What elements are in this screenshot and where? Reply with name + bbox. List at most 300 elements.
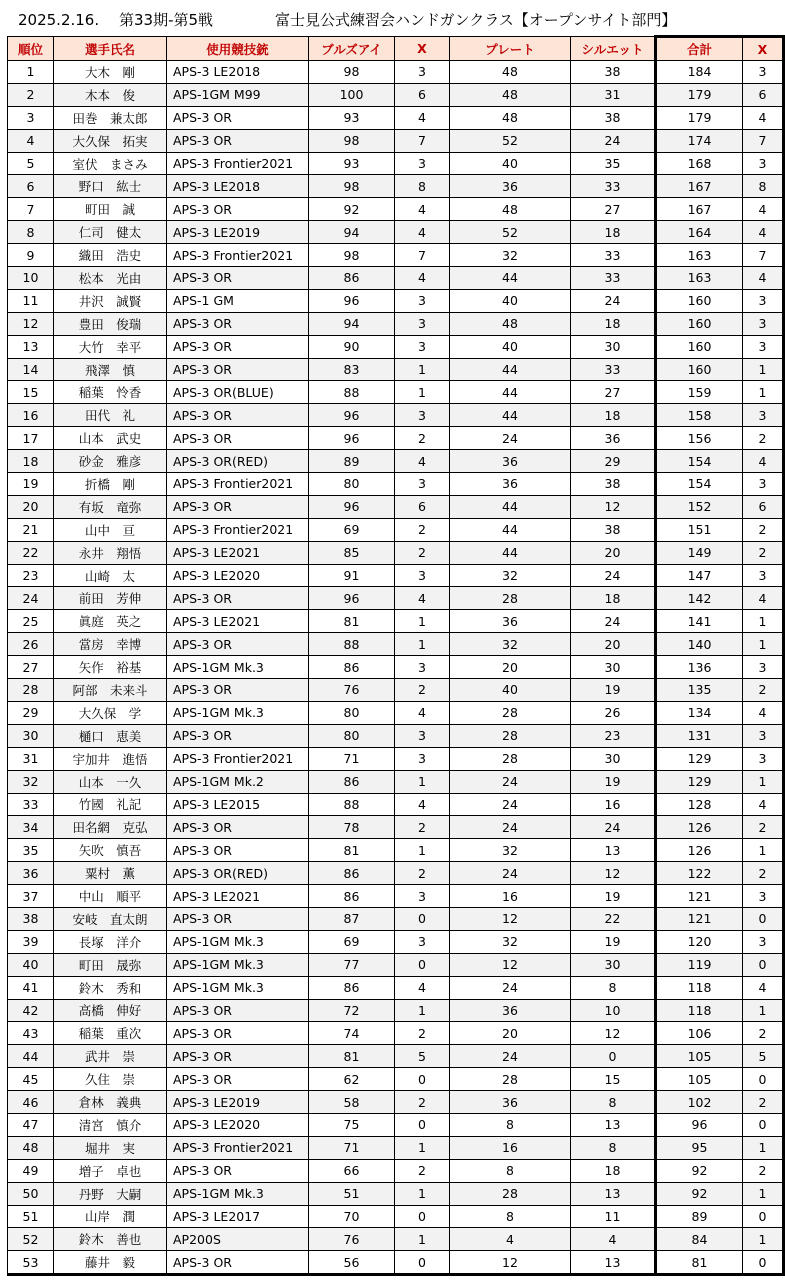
bullseye-cell: 98 bbox=[309, 244, 395, 267]
table-row bbox=[8, 839, 784, 862]
silhouette-cell: 30 bbox=[571, 656, 656, 679]
silhouette-cell: 8 bbox=[571, 976, 656, 999]
silhouette-cell: 24 bbox=[571, 610, 656, 633]
bullseye-cell: 81 bbox=[309, 610, 395, 633]
table-row bbox=[8, 656, 784, 679]
gun-cell: APS-1GM Mk.3 bbox=[167, 930, 309, 953]
rank-cell: 50 bbox=[8, 1182, 54, 1205]
total-x-cell: 3 bbox=[743, 724, 784, 747]
bullseye-cell: 96 bbox=[309, 289, 395, 312]
total-x-cell: 1 bbox=[743, 358, 784, 381]
table-row bbox=[8, 793, 784, 816]
name-cell: 武井 崇 bbox=[54, 1045, 167, 1068]
total-cell: 160 bbox=[656, 289, 743, 312]
total-cell: 140 bbox=[656, 633, 743, 656]
rank-cell: 41 bbox=[8, 976, 54, 999]
name-cell: 山本 一久 bbox=[54, 770, 167, 793]
total-x-cell: 6 bbox=[743, 83, 784, 106]
plate-cell: 20 bbox=[450, 656, 571, 679]
silhouette-cell: 18 bbox=[571, 587, 656, 610]
name-cell: 大久保 学 bbox=[54, 701, 167, 724]
plate-cell: 32 bbox=[450, 839, 571, 862]
plate-cell: 28 bbox=[450, 587, 571, 610]
name-cell: 仁司 健太 bbox=[54, 221, 167, 244]
table-row bbox=[8, 381, 784, 404]
table-row bbox=[8, 427, 784, 450]
plate-cell: 24 bbox=[450, 976, 571, 999]
plate-cell: 24 bbox=[450, 793, 571, 816]
name-cell: 眞庭 英之 bbox=[54, 610, 167, 633]
rank-cell: 37 bbox=[8, 885, 54, 908]
rank-cell: 11 bbox=[8, 289, 54, 312]
name-cell: 前田 芳伸 bbox=[54, 587, 167, 610]
plate-cell: 48 bbox=[450, 61, 571, 84]
header-total: 合計 bbox=[656, 37, 743, 61]
name-cell: 田巻 兼太郎 bbox=[54, 106, 167, 129]
plate-cell: 12 bbox=[450, 907, 571, 930]
gun-cell: APS-3 OR bbox=[167, 312, 309, 335]
x-cell: 3 bbox=[395, 312, 450, 335]
name-cell: 宇加井 進悟 bbox=[54, 747, 167, 770]
plate-cell: 12 bbox=[450, 1251, 571, 1275]
silhouette-cell: 12 bbox=[571, 1022, 656, 1045]
gun-cell: APS-3 LE2020 bbox=[167, 564, 309, 587]
table-row bbox=[8, 1159, 784, 1182]
header-plate: プレート bbox=[450, 37, 571, 61]
x-cell: 3 bbox=[395, 930, 450, 953]
bullseye-cell: 72 bbox=[309, 999, 395, 1022]
gun-cell: APS-3 Frontier2021 bbox=[167, 244, 309, 267]
total-x-cell: 3 bbox=[743, 335, 784, 358]
total-x-cell: 1 bbox=[743, 999, 784, 1022]
name-cell: 飛澤 慎 bbox=[54, 358, 167, 381]
plate-cell: 28 bbox=[450, 1068, 571, 1091]
gun-cell: APS-1GM Mk.3 bbox=[167, 701, 309, 724]
bullseye-cell: 93 bbox=[309, 106, 395, 129]
silhouette-cell: 8 bbox=[571, 1136, 656, 1159]
total-x-cell: 2 bbox=[743, 1091, 784, 1114]
table-row bbox=[8, 747, 784, 770]
rank-cell: 47 bbox=[8, 1113, 54, 1136]
bullseye-cell: 86 bbox=[309, 770, 395, 793]
table-row bbox=[8, 335, 784, 358]
bullseye-cell: 86 bbox=[309, 885, 395, 908]
rank-cell: 1 bbox=[8, 61, 54, 84]
table-row bbox=[8, 1091, 784, 1114]
rank-cell: 44 bbox=[8, 1045, 54, 1068]
name-cell: 増子 卓也 bbox=[54, 1159, 167, 1182]
gun-cell: APS-3 LE2021 bbox=[167, 885, 309, 908]
total-x-cell: 1 bbox=[743, 1136, 784, 1159]
silhouette-cell: 19 bbox=[571, 930, 656, 953]
total-x-cell: 4 bbox=[743, 267, 784, 290]
silhouette-cell: 16 bbox=[571, 793, 656, 816]
plate-cell: 52 bbox=[450, 221, 571, 244]
plate-cell: 32 bbox=[450, 244, 571, 267]
bullseye-cell: 88 bbox=[309, 793, 395, 816]
gun-cell: APS-3 OR bbox=[167, 724, 309, 747]
gun-cell: APS-1GM Mk.3 bbox=[167, 953, 309, 976]
total-x-cell: 0 bbox=[743, 953, 784, 976]
table-row bbox=[8, 1251, 784, 1275]
table-row bbox=[8, 1022, 784, 1045]
silhouette-cell: 20 bbox=[571, 541, 656, 564]
x-cell: 0 bbox=[395, 907, 450, 930]
total-cell: 96 bbox=[656, 1113, 743, 1136]
gun-cell: APS-3 OR bbox=[167, 1251, 309, 1275]
table-row bbox=[8, 976, 784, 999]
bullseye-cell: 76 bbox=[309, 1228, 395, 1251]
gun-cell: APS-3 LE2018 bbox=[167, 61, 309, 84]
bullseye-cell: 86 bbox=[309, 862, 395, 885]
total-cell: 89 bbox=[656, 1205, 743, 1228]
name-cell: 稲葉 重次 bbox=[54, 1022, 167, 1045]
silhouette-cell: 30 bbox=[571, 953, 656, 976]
table-row bbox=[8, 816, 784, 839]
rank-cell: 16 bbox=[8, 404, 54, 427]
total-cell: 119 bbox=[656, 953, 743, 976]
table-row bbox=[8, 907, 784, 930]
header-name: 選手氏名 bbox=[54, 37, 167, 61]
plate-cell: 40 bbox=[450, 152, 571, 175]
rank-cell: 6 bbox=[8, 175, 54, 198]
x-cell: 4 bbox=[395, 450, 450, 473]
table-row bbox=[8, 289, 784, 312]
silhouette-cell: 23 bbox=[571, 724, 656, 747]
total-cell: 81 bbox=[656, 1251, 743, 1275]
x-cell: 0 bbox=[395, 1113, 450, 1136]
table-row bbox=[8, 610, 784, 633]
table-row bbox=[8, 106, 784, 129]
total-x-cell: 0 bbox=[743, 1205, 784, 1228]
bullseye-cell: 66 bbox=[309, 1159, 395, 1182]
table-row bbox=[8, 724, 784, 747]
table-row bbox=[8, 885, 784, 908]
page-title bbox=[18, 8, 676, 32]
x-cell: 2 bbox=[395, 518, 450, 541]
bullseye-cell: 62 bbox=[309, 1068, 395, 1091]
x-cell: 4 bbox=[395, 106, 450, 129]
total-x-cell: 4 bbox=[743, 701, 784, 724]
table-row bbox=[8, 1205, 784, 1228]
bullseye-cell: 88 bbox=[309, 633, 395, 656]
bullseye-cell: 92 bbox=[309, 198, 395, 221]
total-x-cell: 4 bbox=[743, 221, 784, 244]
silhouette-cell: 33 bbox=[571, 244, 656, 267]
plate-cell: 16 bbox=[450, 1136, 571, 1159]
total-x-cell: 2 bbox=[743, 816, 784, 839]
total-cell: 118 bbox=[656, 976, 743, 999]
rank-cell: 2 bbox=[8, 83, 54, 106]
header-silhouette: シルエット bbox=[571, 37, 656, 61]
total-cell: 149 bbox=[656, 541, 743, 564]
total-x-cell: 3 bbox=[743, 152, 784, 175]
gun-cell: APS-3 LE2015 bbox=[167, 793, 309, 816]
name-cell: 稲葉 怜香 bbox=[54, 381, 167, 404]
name-cell: 久住 崇 bbox=[54, 1068, 167, 1091]
silhouette-cell: 19 bbox=[571, 770, 656, 793]
table-row bbox=[8, 495, 784, 518]
name-cell: 樋口 恵美 bbox=[54, 724, 167, 747]
name-cell: 安岐 直太朗 bbox=[54, 907, 167, 930]
x-cell: 4 bbox=[395, 587, 450, 610]
rank-cell: 30 bbox=[8, 724, 54, 747]
table-row bbox=[8, 862, 784, 885]
x-cell: 1 bbox=[395, 1136, 450, 1159]
silhouette-cell: 24 bbox=[571, 289, 656, 312]
x-cell: 1 bbox=[395, 1182, 450, 1205]
silhouette-cell: 10 bbox=[571, 999, 656, 1022]
silhouette-cell: 36 bbox=[571, 427, 656, 450]
x-cell: 6 bbox=[395, 83, 450, 106]
x-cell: 3 bbox=[395, 885, 450, 908]
x-cell: 3 bbox=[395, 152, 450, 175]
silhouette-cell: 38 bbox=[571, 518, 656, 541]
table-row bbox=[8, 679, 784, 702]
total-x-cell: 3 bbox=[743, 747, 784, 770]
rank-cell: 29 bbox=[8, 701, 54, 724]
plate-cell: 8 bbox=[450, 1159, 571, 1182]
name-cell: 木本 俊 bbox=[54, 83, 167, 106]
name-cell: 大木 剛 bbox=[54, 61, 167, 84]
silhouette-cell: 27 bbox=[571, 198, 656, 221]
plate-cell: 44 bbox=[450, 518, 571, 541]
name-cell: 室伏 まさみ bbox=[54, 152, 167, 175]
table-row bbox=[8, 175, 784, 198]
gun-cell: APS-3 Frontier2021 bbox=[167, 473, 309, 496]
plate-cell: 36 bbox=[450, 610, 571, 633]
silhouette-cell: 19 bbox=[571, 885, 656, 908]
name-cell: 阿部 未来斗 bbox=[54, 679, 167, 702]
plate-cell: 44 bbox=[450, 495, 571, 518]
gun-cell: APS-3 OR bbox=[167, 633, 309, 656]
table-row bbox=[8, 541, 784, 564]
name-cell: 矢吹 慎吾 bbox=[54, 839, 167, 862]
total-x-cell: 3 bbox=[743, 404, 784, 427]
name-cell: 町田 誠 bbox=[54, 198, 167, 221]
rank-cell: 36 bbox=[8, 862, 54, 885]
gun-cell: APS-3 LE2019 bbox=[167, 1091, 309, 1114]
table-row bbox=[8, 1228, 784, 1251]
total-x-cell: 4 bbox=[743, 106, 784, 129]
silhouette-cell: 22 bbox=[571, 907, 656, 930]
plate-cell: 48 bbox=[450, 198, 571, 221]
gun-cell: APS-1GM M99 bbox=[167, 83, 309, 106]
gun-cell: APS-3 OR(RED) bbox=[167, 862, 309, 885]
silhouette-cell: 18 bbox=[571, 1159, 656, 1182]
name-cell: 田名網 克弘 bbox=[54, 816, 167, 839]
total-x-cell: 4 bbox=[743, 976, 784, 999]
bullseye-cell: 96 bbox=[309, 495, 395, 518]
silhouette-cell: 35 bbox=[571, 152, 656, 175]
bullseye-cell: 87 bbox=[309, 907, 395, 930]
plate-cell: 24 bbox=[450, 770, 571, 793]
x-cell: 4 bbox=[395, 976, 450, 999]
name-cell: 高橋 伸好 bbox=[54, 999, 167, 1022]
bullseye-cell: 91 bbox=[309, 564, 395, 587]
rank-cell: 8 bbox=[8, 221, 54, 244]
gun-cell: APS-3 OR bbox=[167, 1045, 309, 1068]
rank-cell: 49 bbox=[8, 1159, 54, 1182]
bullseye-cell: 69 bbox=[309, 930, 395, 953]
gun-cell: APS-3 OR bbox=[167, 839, 309, 862]
total-cell: 174 bbox=[656, 129, 743, 152]
x-cell: 0 bbox=[395, 1251, 450, 1275]
gun-cell: APS-1GM Mk.3 bbox=[167, 1182, 309, 1205]
x-cell: 3 bbox=[395, 656, 450, 679]
plate-cell: 44 bbox=[450, 381, 571, 404]
total-x-cell: 2 bbox=[743, 427, 784, 450]
gun-cell: APS-3 OR bbox=[167, 198, 309, 221]
silhouette-cell: 30 bbox=[571, 335, 656, 358]
total-cell: 129 bbox=[656, 770, 743, 793]
rank-cell: 24 bbox=[8, 587, 54, 610]
bullseye-cell: 76 bbox=[309, 679, 395, 702]
name-cell: 粟村 薫 bbox=[54, 862, 167, 885]
rank-cell: 20 bbox=[8, 495, 54, 518]
total-x-cell: 2 bbox=[743, 541, 784, 564]
plate-cell: 8 bbox=[450, 1205, 571, 1228]
gun-cell: APS-1 GM bbox=[167, 289, 309, 312]
rank-cell: 40 bbox=[8, 953, 54, 976]
plate-cell: 40 bbox=[450, 335, 571, 358]
rank-cell: 13 bbox=[8, 335, 54, 358]
name-cell: 清宮 慎介 bbox=[54, 1113, 167, 1136]
rank-cell: 43 bbox=[8, 1022, 54, 1045]
x-cell: 1 bbox=[395, 633, 450, 656]
name-cell: 豊田 俊瑞 bbox=[54, 312, 167, 335]
table-row bbox=[8, 701, 784, 724]
x-cell: 2 bbox=[395, 816, 450, 839]
rank-cell: 32 bbox=[8, 770, 54, 793]
name-cell: 大久保 拓実 bbox=[54, 129, 167, 152]
x-cell: 3 bbox=[395, 473, 450, 496]
total-x-cell: 6 bbox=[743, 495, 784, 518]
name-cell: 倉林 義典 bbox=[54, 1091, 167, 1114]
table-row bbox=[8, 1136, 784, 1159]
plate-cell: 28 bbox=[450, 701, 571, 724]
rank-cell: 7 bbox=[8, 198, 54, 221]
rank-cell: 3 bbox=[8, 106, 54, 129]
total-cell: 131 bbox=[656, 724, 743, 747]
plate-cell: 36 bbox=[450, 1091, 571, 1114]
name-cell: 田代 礼 bbox=[54, 404, 167, 427]
gun-cell: APS-3 LE2020 bbox=[167, 1113, 309, 1136]
name-cell: 山崎 太 bbox=[54, 564, 167, 587]
table-row bbox=[8, 930, 784, 953]
bullseye-cell: 98 bbox=[309, 175, 395, 198]
total-x-cell: 4 bbox=[743, 198, 784, 221]
total-cell: 128 bbox=[656, 793, 743, 816]
rank-cell: 22 bbox=[8, 541, 54, 564]
header-total-x: X bbox=[743, 37, 784, 61]
name-cell: 松本 光由 bbox=[54, 267, 167, 290]
gun-cell: APS-1GM Mk.3 bbox=[167, 656, 309, 679]
total-cell: 154 bbox=[656, 450, 743, 473]
plate-cell: 36 bbox=[450, 473, 571, 496]
x-cell: 2 bbox=[395, 1022, 450, 1045]
bullseye-cell: 86 bbox=[309, 976, 395, 999]
total-x-cell: 1 bbox=[743, 1228, 784, 1251]
rank-cell: 9 bbox=[8, 244, 54, 267]
x-cell: 2 bbox=[395, 862, 450, 885]
total-x-cell: 3 bbox=[743, 312, 784, 335]
plate-cell: 48 bbox=[450, 83, 571, 106]
total-x-cell: 0 bbox=[743, 907, 784, 930]
bullseye-cell: 89 bbox=[309, 450, 395, 473]
total-cell: 136 bbox=[656, 656, 743, 679]
total-x-cell: 4 bbox=[743, 450, 784, 473]
name-cell: 町田 晟弥 bbox=[54, 953, 167, 976]
total-x-cell: 3 bbox=[743, 564, 784, 587]
plate-cell: 4 bbox=[450, 1228, 571, 1251]
name-cell: 野口 紘士 bbox=[54, 175, 167, 198]
gun-cell: APS-3 Frontier2021 bbox=[167, 747, 309, 770]
rank-cell: 27 bbox=[8, 656, 54, 679]
name-cell: 山中 亘 bbox=[54, 518, 167, 541]
total-cell: 105 bbox=[656, 1068, 743, 1091]
total-x-cell: 3 bbox=[743, 930, 784, 953]
silhouette-cell: 13 bbox=[571, 1113, 656, 1136]
name-cell: 山岸 潤 bbox=[54, 1205, 167, 1228]
bullseye-cell: 86 bbox=[309, 267, 395, 290]
header-bullseye: ブルズアイ bbox=[309, 37, 395, 61]
total-x-cell: 3 bbox=[743, 289, 784, 312]
table-row bbox=[8, 450, 784, 473]
table-row bbox=[8, 267, 784, 290]
name-cell: 鈴木 善也 bbox=[54, 1228, 167, 1251]
rank-cell: 39 bbox=[8, 930, 54, 953]
silhouette-cell: 31 bbox=[571, 83, 656, 106]
bullseye-cell: 81 bbox=[309, 839, 395, 862]
total-x-cell: 2 bbox=[743, 518, 784, 541]
table-row bbox=[8, 633, 784, 656]
silhouette-cell: 8 bbox=[571, 1091, 656, 1114]
bullseye-cell: 98 bbox=[309, 61, 395, 84]
silhouette-cell: 18 bbox=[571, 312, 656, 335]
total-cell: 126 bbox=[656, 816, 743, 839]
bullseye-cell: 90 bbox=[309, 335, 395, 358]
gun-cell: APS-3 OR bbox=[167, 1068, 309, 1091]
total-cell: 118 bbox=[656, 999, 743, 1022]
total-cell: 160 bbox=[656, 358, 743, 381]
gun-cell: APS-3 OR(BLUE) bbox=[167, 381, 309, 404]
bullseye-cell: 74 bbox=[309, 1022, 395, 1045]
plate-cell: 32 bbox=[450, 564, 571, 587]
total-cell: 142 bbox=[656, 587, 743, 610]
bullseye-cell: 85 bbox=[309, 541, 395, 564]
gun-cell: APS-3 LE2019 bbox=[167, 221, 309, 244]
bullseye-cell: 88 bbox=[309, 381, 395, 404]
plate-cell: 24 bbox=[450, 862, 571, 885]
total-cell: 147 bbox=[656, 564, 743, 587]
gun-cell: APS-3 OR bbox=[167, 427, 309, 450]
table-row bbox=[8, 358, 784, 381]
gun-cell: APS-3 OR bbox=[167, 267, 309, 290]
total-x-cell: 1 bbox=[743, 633, 784, 656]
name-cell: 當房 幸博 bbox=[54, 633, 167, 656]
x-cell: 4 bbox=[395, 221, 450, 244]
plate-cell: 32 bbox=[450, 930, 571, 953]
x-cell: 2 bbox=[395, 541, 450, 564]
plate-cell: 12 bbox=[450, 953, 571, 976]
total-x-cell: 5 bbox=[743, 1045, 784, 1068]
x-cell: 2 bbox=[395, 1091, 450, 1114]
total-cell: 179 bbox=[656, 83, 743, 106]
rank-cell: 23 bbox=[8, 564, 54, 587]
x-cell: 4 bbox=[395, 267, 450, 290]
bullseye-cell: 86 bbox=[309, 656, 395, 679]
